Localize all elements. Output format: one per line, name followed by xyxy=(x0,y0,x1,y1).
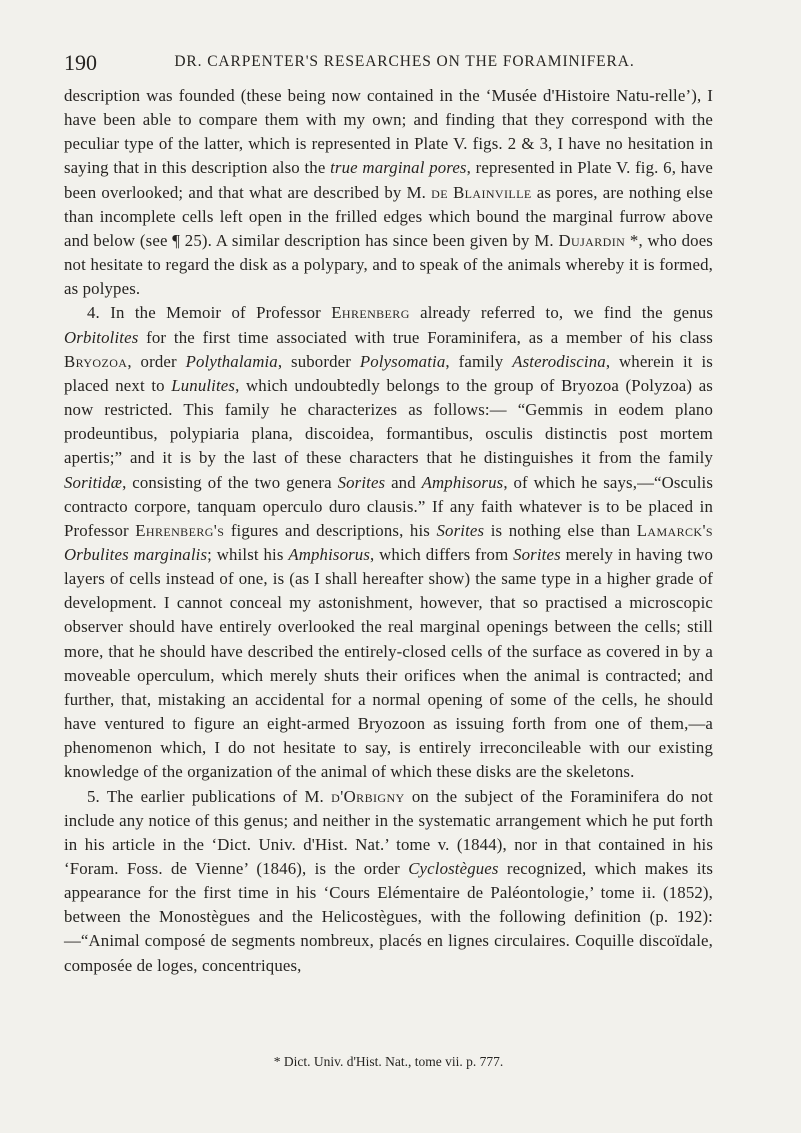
author-name: Ehrenberg xyxy=(331,303,410,323)
italic-term: true marginal pores xyxy=(330,158,467,178)
author-name: Lamarck's xyxy=(636,520,713,540)
author-name: d'Orbigny xyxy=(331,786,405,806)
author-name: Dujardin xyxy=(558,230,626,250)
author-name: Ehrenberg's xyxy=(135,520,225,540)
author-name: Blainville xyxy=(453,182,532,202)
body-text xyxy=(64,84,713,978)
paragraph-4: 4. In the Memoir of Professor Ehrenberg already referred to, we find the genus Orbitolites for the first time associated with true Foraminifera, as a member of his class Bryozoa, order Polythalamia, suborder Polysomatia, family Asterodiscina, wherein it is placed next to Lunulites, which undoubtedly belongs to the group of Bryozoa (Polyzoa) as now restricted. This family he characterizes as follows:— “Gemmis in eodem plano prodeuntibus, polypiaria plana, discoidea, formantibus, osculis distinctis post mortem apertis;” and it is by the last of these characters that he distinguishes it from the family Soritidæ, consisting of the two genera Sorites and Amphisorus, of which he says,—“Osculis contracto corpore, tanquam operculo duro clausis.” If any faith whatever is to be placed in Professor Ehrenberg's figures and descriptions, his Sorites is nothing else than Lamarck's Orbulites marginalis; whilst his Amphisorus, which differs from Sorites merely in having two layers of cells instead of one, is (as I shall hereafter show) the same type in a higher grade of development. I cannot conceal my astonishment, however, that so practised a microscopic observer should have entirely overlooked the real marginal openings between the cells; still more, that he should have described the entirely-closed cells of the surface as covered in by a moveable operculum, which merely shuts their orifices when the animal is contracted; and further, that, mistaking an accidental for a normal opening of some of the cells, he should have ventured to figure an eight-armed Bryozoon as issuing forth from one of them,—a phenomenon which, I do not hesitate to say, is entirely irreconcileable with our existing knowledge of the organization of the animal of which these disks are the skeletons. xyxy=(64,303,714,782)
running-title: DR. CARPENTER'S RESEARCHES ON THE FORAMINIFERA. xyxy=(174,53,635,70)
page-number: 190 xyxy=(64,50,97,75)
order-name: Cyclostègues xyxy=(408,859,499,878)
paragraph-continuation: description was founded (these being now contained in the ‘Musée d'Histoire Natu-relle’), I have been able to compare them with my own; and finding that they correspond with the peculiar type of the latter, which is represented in Plate V. figs. 2 & 3, I have no hesitation in saying that in this description also the true marginal pores, represented in Plate V. fig. 6, have been overlooked; and that what are described by M. de Blainville as pores, are nothing else than incomplete cells left open in the frilled edges which bound the marginal furrow above and below (see ¶ 25). A similar description has since been given by M. Dujardin *, who does not hesitate to regard the disk as a polypary, and to speak of the animals whereby it is formed, as polypes. xyxy=(64,86,713,299)
paragraph-5: 5. The earlier publications of M. d'Orbigny on the subject of the Foraminifera do not include any notice of this genus; and neither in the systematic arrangement which he put forth in his article in the ‘Dict. Univ. d'Hist. Nat.’ tome v. (1844), nor in that contained in his ‘Foram. Foss. de Vienne’ (1846), is the order Cyclostègues recognized, which makes its appearance for the first time in his ‘Cours Elémentaire de Paléontologie,’ tome ii. (1852), between the Monostègues and the Helicostègues, with the following definition (p. 192):—“Animal composé de segments nombreux, placés en lignes circulaires. Coquille discoïdale, composée de loges, concentriques, xyxy=(64,786,713,975)
taxon-name: Bryozoa xyxy=(64,351,128,371)
genus-name: Orbitolites xyxy=(64,327,139,347)
footnote: * Dict. Univ. d'Hist. Nat., tome vii. p. 777. xyxy=(273,1054,504,1069)
running-head xyxy=(64,50,705,80)
